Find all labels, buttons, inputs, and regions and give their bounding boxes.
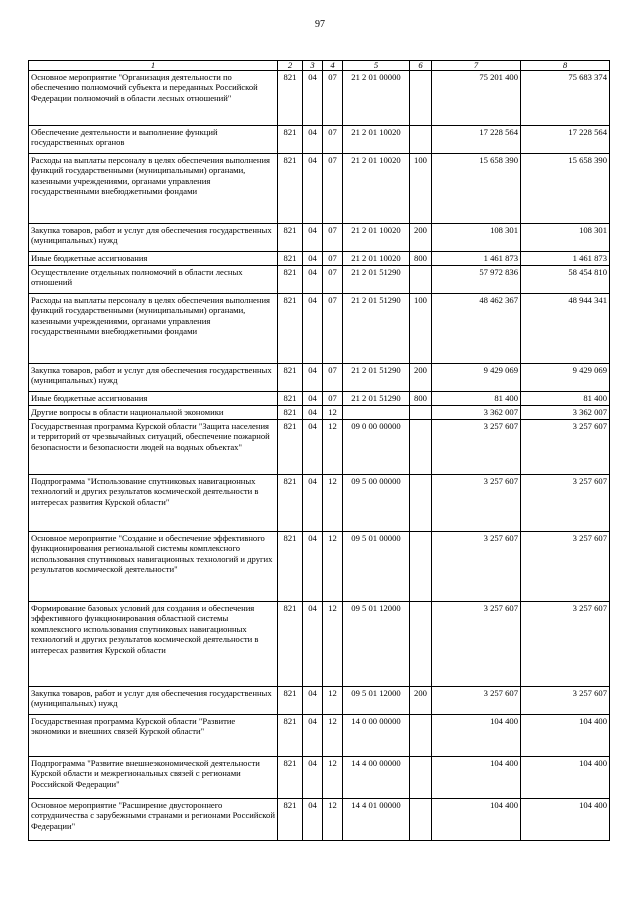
table-row bbox=[29, 71, 610, 126]
amount-year2-cell: 104 400 bbox=[521, 715, 610, 757]
target-article-cell: 14 0 00 00000 bbox=[343, 715, 410, 757]
item-name-cell: Формирование базовых условий для создания и обеспечения эффективного функционирования областной системы комплексного использования спутниковых навигационных технологий и других результатов космической деятельности в интересах развития Курской области bbox=[29, 602, 278, 687]
amount-year2-cell: 104 400 bbox=[521, 799, 610, 841]
section-code-cell: 04 bbox=[303, 266, 323, 294]
expense-type-cell: 100 bbox=[410, 154, 432, 224]
ministry-code-cell: 821 bbox=[278, 266, 303, 294]
item-name-cell: Основное мероприятие "Расширение двустороннего сотрудничества с зарубежными странами и регионами Российской Федерации" bbox=[29, 799, 278, 841]
amount-year2-cell: 108 301 bbox=[521, 224, 610, 252]
subsection-code-cell: 12 bbox=[323, 715, 343, 757]
amount-year2-cell: 3 257 607 bbox=[521, 602, 610, 687]
column-number-row bbox=[29, 61, 610, 71]
table-row bbox=[29, 266, 610, 294]
amount-year1-cell: 3 257 607 bbox=[432, 475, 521, 532]
table-row bbox=[29, 126, 610, 154]
amount-year1-cell: 3 257 607 bbox=[432, 687, 521, 715]
subsection-code-cell: 12 bbox=[323, 406, 343, 420]
budget-table bbox=[28, 60, 610, 841]
column-header: 7 bbox=[432, 61, 521, 71]
amount-year1-cell: 108 301 bbox=[432, 224, 521, 252]
amount-year2-cell: 58 454 810 bbox=[521, 266, 610, 294]
table-row bbox=[29, 715, 610, 757]
item-name-cell: Осуществление отдельных полномочий в области лесных отношений bbox=[29, 266, 278, 294]
table-row bbox=[29, 364, 610, 392]
subsection-code-cell: 07 bbox=[323, 266, 343, 294]
amount-year2-cell: 48 944 341 bbox=[521, 294, 610, 364]
amount-year1-cell: 3 257 607 bbox=[432, 602, 521, 687]
subsection-code-cell: 07 bbox=[323, 154, 343, 224]
section-code-cell: 04 bbox=[303, 126, 323, 154]
expense-type-cell bbox=[410, 799, 432, 841]
ministry-code-cell: 821 bbox=[278, 126, 303, 154]
table-row bbox=[29, 757, 610, 799]
ministry-code-cell: 821 bbox=[278, 475, 303, 532]
table-row bbox=[29, 224, 610, 252]
section-code-cell: 04 bbox=[303, 364, 323, 392]
amount-year1-cell: 81 400 bbox=[432, 392, 521, 406]
section-code-cell: 04 bbox=[303, 687, 323, 715]
subsection-code-cell: 07 bbox=[323, 364, 343, 392]
subsection-code-cell: 07 bbox=[323, 294, 343, 364]
amount-year1-cell: 3 257 607 bbox=[432, 532, 521, 602]
section-code-cell: 04 bbox=[303, 602, 323, 687]
item-name-cell: Закупка товаров, работ и услуг для обеспечения государственных (муниципальных) нужд bbox=[29, 224, 278, 252]
target-article-cell: 21 2 01 10020 bbox=[343, 252, 410, 266]
item-name-cell: Государственная программа Курской области "Защита населения и территорий от чрезвычайных ситуаций, обеспечение пожарной безопасности и безопасности людей на водных объектах" bbox=[29, 420, 278, 475]
ministry-code-cell: 821 bbox=[278, 687, 303, 715]
column-header: 3 bbox=[303, 61, 323, 71]
ministry-code-cell: 821 bbox=[278, 224, 303, 252]
expense-type-cell bbox=[410, 126, 432, 154]
ministry-code-cell: 821 bbox=[278, 532, 303, 602]
amount-year2-cell: 9 429 069 bbox=[521, 364, 610, 392]
amount-year1-cell: 57 972 836 bbox=[432, 266, 521, 294]
target-article-cell: 09 5 01 00000 bbox=[343, 532, 410, 602]
target-article-cell: 14 4 01 00000 bbox=[343, 799, 410, 841]
column-header: 1 bbox=[29, 61, 278, 71]
subsection-code-cell: 07 bbox=[323, 252, 343, 266]
section-code-cell: 04 bbox=[303, 154, 323, 224]
table-row bbox=[29, 475, 610, 532]
expense-type-cell bbox=[410, 757, 432, 799]
item-name-cell: Основное мероприятие "Создание и обеспечение эффективного функционирования региональной системы комплексного использования спутниковых навигационных технологий и других результатов космической деятельности" bbox=[29, 532, 278, 602]
table-row bbox=[29, 602, 610, 687]
ministry-code-cell: 821 bbox=[278, 154, 303, 224]
amount-year1-cell: 17 228 564 bbox=[432, 126, 521, 154]
item-name-cell: Иные бюджетные ассигнования bbox=[29, 392, 278, 406]
amount-year2-cell: 75 683 374 bbox=[521, 71, 610, 126]
section-code-cell: 04 bbox=[303, 715, 323, 757]
ministry-code-cell: 821 bbox=[278, 406, 303, 420]
subsection-code-cell: 12 bbox=[323, 757, 343, 799]
amount-year1-cell: 15 658 390 bbox=[432, 154, 521, 224]
target-article-cell: 21 2 01 51290 bbox=[343, 364, 410, 392]
item-name-cell: Расходы на выплаты персоналу в целях обеспечения выполнения функций государственными (муниципальными) органами, казенными учреждениями, органами управления государственными внебюджетными фондами bbox=[29, 294, 278, 364]
item-name-cell: Обеспечение деятельности и выполнение функций государственных органов bbox=[29, 126, 278, 154]
ministry-code-cell: 821 bbox=[278, 364, 303, 392]
subsection-code-cell: 07 bbox=[323, 392, 343, 406]
subsection-code-cell: 12 bbox=[323, 799, 343, 841]
table-row bbox=[29, 392, 610, 406]
ministry-code-cell: 821 bbox=[278, 799, 303, 841]
column-header: 8 bbox=[521, 61, 610, 71]
section-code-cell: 04 bbox=[303, 406, 323, 420]
target-article-cell bbox=[343, 406, 410, 420]
target-article-cell: 21 2 01 10020 bbox=[343, 154, 410, 224]
subsection-code-cell: 07 bbox=[323, 224, 343, 252]
column-header: 4 bbox=[323, 61, 343, 71]
amount-year2-cell: 3 362 007 bbox=[521, 406, 610, 420]
amount-year1-cell: 9 429 069 bbox=[432, 364, 521, 392]
item-name-cell: Расходы на выплаты персоналу в целях обеспечения выполнения функций государственными (муниципальными) органами, казенными учреждениями, органами управления государственными внебюджетными фондами bbox=[29, 154, 278, 224]
table-row bbox=[29, 687, 610, 715]
column-header: 6 bbox=[410, 61, 432, 71]
expense-type-cell: 200 bbox=[410, 224, 432, 252]
section-code-cell: 04 bbox=[303, 224, 323, 252]
target-article-cell: 09 5 01 12000 bbox=[343, 602, 410, 687]
amount-year1-cell: 1 461 873 bbox=[432, 252, 521, 266]
amount-year1-cell: 104 400 bbox=[432, 799, 521, 841]
subsection-code-cell: 12 bbox=[323, 420, 343, 475]
section-code-cell: 04 bbox=[303, 475, 323, 532]
item-name-cell: Иные бюджетные ассигнования bbox=[29, 252, 278, 266]
expense-type-cell bbox=[410, 602, 432, 687]
amount-year2-cell: 15 658 390 bbox=[521, 154, 610, 224]
ministry-code-cell: 821 bbox=[278, 757, 303, 799]
table-row bbox=[29, 294, 610, 364]
item-name-cell: Другие вопросы в области национальной экономики bbox=[29, 406, 278, 420]
target-article-cell: 21 2 01 51290 bbox=[343, 266, 410, 294]
table-row bbox=[29, 406, 610, 420]
subsection-code-cell: 07 bbox=[323, 126, 343, 154]
amount-year2-cell: 3 257 607 bbox=[521, 532, 610, 602]
section-code-cell: 04 bbox=[303, 757, 323, 799]
column-header: 2 bbox=[278, 61, 303, 71]
target-article-cell: 09 5 00 00000 bbox=[343, 475, 410, 532]
expense-type-cell: 200 bbox=[410, 364, 432, 392]
item-name-cell: Основное мероприятие "Организация деятельности по обеспечению полномочий субъекта и переданных Российской Федерации полномочий в области лесных отношений" bbox=[29, 71, 278, 126]
amount-year1-cell: 75 201 400 bbox=[432, 71, 521, 126]
target-article-cell: 21 2 01 51290 bbox=[343, 294, 410, 364]
section-code-cell: 04 bbox=[303, 420, 323, 475]
section-code-cell: 04 bbox=[303, 252, 323, 266]
expense-type-cell bbox=[410, 266, 432, 294]
expense-type-cell bbox=[410, 420, 432, 475]
ministry-code-cell: 821 bbox=[278, 71, 303, 126]
ministry-code-cell: 821 bbox=[278, 294, 303, 364]
amount-year2-cell: 17 228 564 bbox=[521, 126, 610, 154]
ministry-code-cell: 821 bbox=[278, 715, 303, 757]
target-article-cell: 21 2 01 10020 bbox=[343, 224, 410, 252]
section-code-cell: 04 bbox=[303, 799, 323, 841]
ministry-code-cell: 821 bbox=[278, 252, 303, 266]
expense-type-cell bbox=[410, 71, 432, 126]
subsection-code-cell: 12 bbox=[323, 475, 343, 532]
expense-type-cell: 800 bbox=[410, 392, 432, 406]
section-code-cell: 04 bbox=[303, 71, 323, 126]
target-article-cell: 21 2 01 00000 bbox=[343, 71, 410, 126]
amount-year1-cell: 104 400 bbox=[432, 757, 521, 799]
expense-type-cell: 100 bbox=[410, 294, 432, 364]
page-number: 97 bbox=[315, 19, 325, 30]
table-row bbox=[29, 154, 610, 224]
amount-year2-cell: 81 400 bbox=[521, 392, 610, 406]
target-article-cell: 09 0 00 00000 bbox=[343, 420, 410, 475]
expense-type-cell: 800 bbox=[410, 252, 432, 266]
amount-year2-cell: 104 400 bbox=[521, 757, 610, 799]
subsection-code-cell: 12 bbox=[323, 532, 343, 602]
subsection-code-cell: 07 bbox=[323, 71, 343, 126]
target-article-cell: 21 2 01 10020 bbox=[343, 126, 410, 154]
expense-type-cell bbox=[410, 715, 432, 757]
ministry-code-cell: 821 bbox=[278, 420, 303, 475]
table-row bbox=[29, 532, 610, 602]
item-name-cell: Подпрограмма "Использование спутниковых навигационных технологий и других результатов космической деятельности в интересах развития Курской области" bbox=[29, 475, 278, 532]
ministry-code-cell: 821 bbox=[278, 392, 303, 406]
section-code-cell: 04 bbox=[303, 294, 323, 364]
expense-type-cell: 200 bbox=[410, 687, 432, 715]
amount-year1-cell: 48 462 367 bbox=[432, 294, 521, 364]
table-row bbox=[29, 420, 610, 475]
subsection-code-cell: 12 bbox=[323, 602, 343, 687]
table-row bbox=[29, 799, 610, 841]
section-code-cell: 04 bbox=[303, 532, 323, 602]
target-article-cell: 09 5 01 12000 bbox=[343, 687, 410, 715]
amount-year1-cell: 3 362 007 bbox=[432, 406, 521, 420]
amount-year2-cell: 3 257 607 bbox=[521, 687, 610, 715]
expense-type-cell bbox=[410, 532, 432, 602]
column-header: 5 bbox=[343, 61, 410, 71]
table-body bbox=[29, 71, 610, 841]
section-code-cell: 04 bbox=[303, 392, 323, 406]
expense-type-cell bbox=[410, 475, 432, 532]
subsection-code-cell: 12 bbox=[323, 687, 343, 715]
item-name-cell: Закупка товаров, работ и услуг для обеспечения государственных (муниципальных) нужд bbox=[29, 687, 278, 715]
item-name-cell: Подпрограмма "Развитие внешнеэкономической деятельности Курской области и межрегиональных связей с регионами Российской Федерации" bbox=[29, 757, 278, 799]
item-name-cell: Закупка товаров, работ и услуг для обеспечения государственных (муниципальных) нужд bbox=[29, 364, 278, 392]
amount-year2-cell: 1 461 873 bbox=[521, 252, 610, 266]
target-article-cell: 21 2 01 51290 bbox=[343, 392, 410, 406]
expense-type-cell bbox=[410, 406, 432, 420]
amount-year1-cell: 104 400 bbox=[432, 715, 521, 757]
amount-year2-cell: 3 257 607 bbox=[521, 475, 610, 532]
ministry-code-cell: 821 bbox=[278, 602, 303, 687]
item-name-cell: Государственная программа Курской области "Развитие экономики и внешних связей Курской области" bbox=[29, 715, 278, 757]
table-row bbox=[29, 252, 610, 266]
target-article-cell: 14 4 00 00000 bbox=[343, 757, 410, 799]
amount-year2-cell: 3 257 607 bbox=[521, 420, 610, 475]
amount-year1-cell: 3 257 607 bbox=[432, 420, 521, 475]
